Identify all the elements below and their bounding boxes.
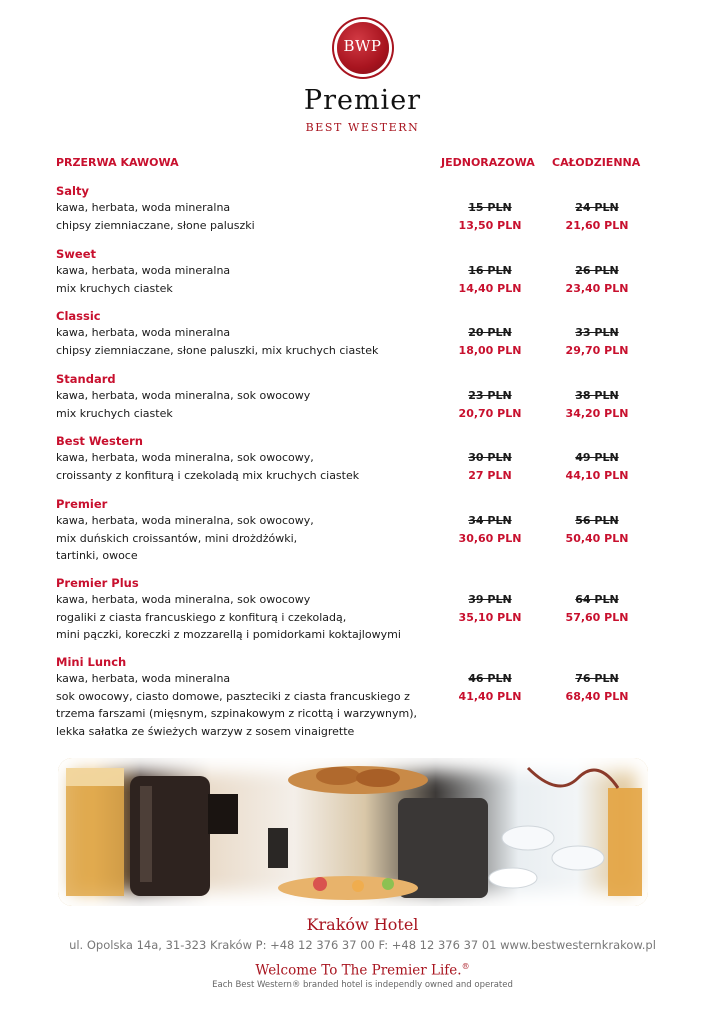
brand-subtitle: BEST WESTERN [305, 121, 420, 134]
old-price-full-day: 49 PLN [575, 451, 619, 464]
item-name: Premier [56, 497, 108, 511]
new-price-single: 27 PLN [468, 469, 512, 482]
item-line: sok owocowy, ciasto domowe, paszteciki z ciasta francuskiego z [56, 690, 410, 703]
item-line: mix kruchych ciastek [56, 407, 173, 420]
item-name: Classic [56, 309, 101, 323]
new-price-full-day: 68,40 PLN [565, 690, 629, 703]
item-line: kawa, herbata, woda mineralna [56, 201, 231, 214]
old-price-full-day: 76 PLN [575, 672, 619, 685]
new-price-single: 35,10 PLN [458, 611, 522, 624]
old-price-single: 46 PLN [468, 672, 512, 685]
old-price-single: 15 PLN [468, 201, 512, 214]
registered-mark: ® [461, 962, 470, 971]
hotel-name: Kraków Hotel [306, 915, 419, 934]
juice-glass-right [608, 788, 642, 896]
item-line: kawa, herbata, woda mineralna, sok owocowy [56, 389, 311, 402]
fruit-platter [278, 876, 418, 900]
column-header-full-day: CAŁODZIENNA [552, 156, 641, 169]
juice-glass-rim [66, 768, 124, 786]
saucer [489, 868, 537, 888]
old-price-full-day: 33 PLN [575, 326, 619, 339]
item-name: Salty [56, 184, 89, 198]
badge-text: BWP [343, 37, 382, 55]
new-price-full-day: 34,20 PLN [565, 407, 629, 420]
urn-highlight [140, 786, 152, 882]
brand-wordmark: Premier [303, 85, 422, 116]
item-line: kawa, herbata, woda mineralna [56, 264, 231, 277]
coffee-break-illustration [58, 758, 648, 906]
item-line: lekka sałatka ze świeżych warzyw z sosem vinaigrette [56, 725, 355, 738]
new-price-full-day: 57,60 PLN [565, 611, 629, 624]
old-price-full-day: 38 PLN [575, 389, 619, 402]
item-line: chipsy ziemniaczane, słone paluszki [56, 219, 255, 232]
urn-tap [268, 828, 288, 868]
old-price-single: 34 PLN [468, 514, 512, 527]
new-price-single: 13,50 PLN [458, 219, 522, 232]
item-line: mix duńskich croissantów, mini drożdżówki, [56, 532, 298, 545]
item-name: Mini Lunch [56, 655, 127, 669]
old-price-single: 16 PLN [468, 264, 512, 277]
item-name: Standard [56, 372, 116, 386]
old-price-single: 20 PLN [468, 326, 512, 339]
new-price-single: 18,00 PLN [458, 344, 522, 357]
new-price-full-day: 21,60 PLN [565, 219, 629, 232]
item-line: kawa, herbata, woda mineralna, sok owocowy, [56, 514, 314, 527]
juice-glass [66, 768, 124, 896]
brand-logo [0, 22, 725, 134]
coffee-cup [502, 826, 554, 850]
item-line: croissanty z konfiturą i czekoladą mix kruchych ciastek [56, 469, 360, 482]
bwp-badge-icon [337, 22, 389, 74]
item-line: kawa, herbata, woda mineralna [56, 326, 231, 339]
fruit [352, 880, 364, 892]
new-price-single: 14,40 PLN [458, 282, 522, 295]
flower-branch [528, 768, 618, 788]
new-price-single: 30,60 PLN [458, 532, 522, 545]
item-line: chipsy ziemniaczane, słone paluszki, mix kruchych ciastek [56, 344, 379, 357]
item-line: kawa, herbata, woda mineralna, sok owocowy [56, 593, 311, 606]
urn-tap [208, 794, 238, 834]
slogan [0, 962, 725, 979]
item-line: rogaliki z ciasta francuskiego z konfiturą i czekoladą, [56, 611, 347, 624]
table-title: PRZERWA KAWOWA [56, 156, 179, 169]
old-price-full-day: 56 PLN [575, 514, 619, 527]
new-price-single: 20,70 PLN [458, 407, 522, 420]
new-price-full-day: 44,10 PLN [565, 469, 629, 482]
item-line: tartinki, owoce [56, 549, 138, 562]
item-name: Sweet [56, 247, 97, 261]
item-line: trzema farszami (mięsnym, szpinakowym z ricottą i warzywnym), [56, 707, 417, 720]
column-header-single: JEDNORAZOWA [441, 156, 535, 169]
old-price-full-day: 26 PLN [575, 264, 619, 277]
item-line: mini pączki, koreczki z mozzarellą i pomidorkami koktajlowymi [56, 628, 401, 641]
new-price-single: 41,40 PLN [458, 690, 522, 703]
item-line: kawa, herbata, woda mineralna [56, 672, 231, 685]
item-name: Best Western [56, 434, 143, 448]
new-price-full-day: 29,70 PLN [565, 344, 629, 357]
hotel-address: ul. Opolska 14a, 31-323 Kraków P: +48 12 376 37 00 F: +48 12 376 37 01 www.bestwesternkrakow.pl [69, 938, 656, 952]
item-line: mix kruchych ciastek [56, 282, 173, 295]
disclaimer: Each Best Western® branded hotel is independly owned and operated [212, 980, 513, 990]
item-line: kawa, herbata, woda mineralna, sok owocowy, [56, 451, 314, 464]
old-price-single: 39 PLN [468, 593, 512, 606]
old-price-full-day: 64 PLN [575, 593, 619, 606]
new-price-full-day: 50,40 PLN [565, 532, 629, 545]
fruit [313, 877, 327, 891]
coffee-cup [552, 846, 604, 870]
old-price-full-day: 24 PLN [575, 201, 619, 214]
coffee-break-photo [58, 758, 648, 906]
croissant [356, 769, 400, 787]
slogan-text: Welcome To The Premier Life. [255, 962, 462, 979]
new-price-full-day: 23,40 PLN [565, 282, 629, 295]
old-price-single: 23 PLN [468, 389, 512, 402]
table-header [0, 156, 725, 172]
item-name: Premier Plus [56, 576, 139, 590]
croissant [316, 767, 360, 785]
old-price-single: 30 PLN [468, 451, 512, 464]
fruit [382, 878, 394, 890]
